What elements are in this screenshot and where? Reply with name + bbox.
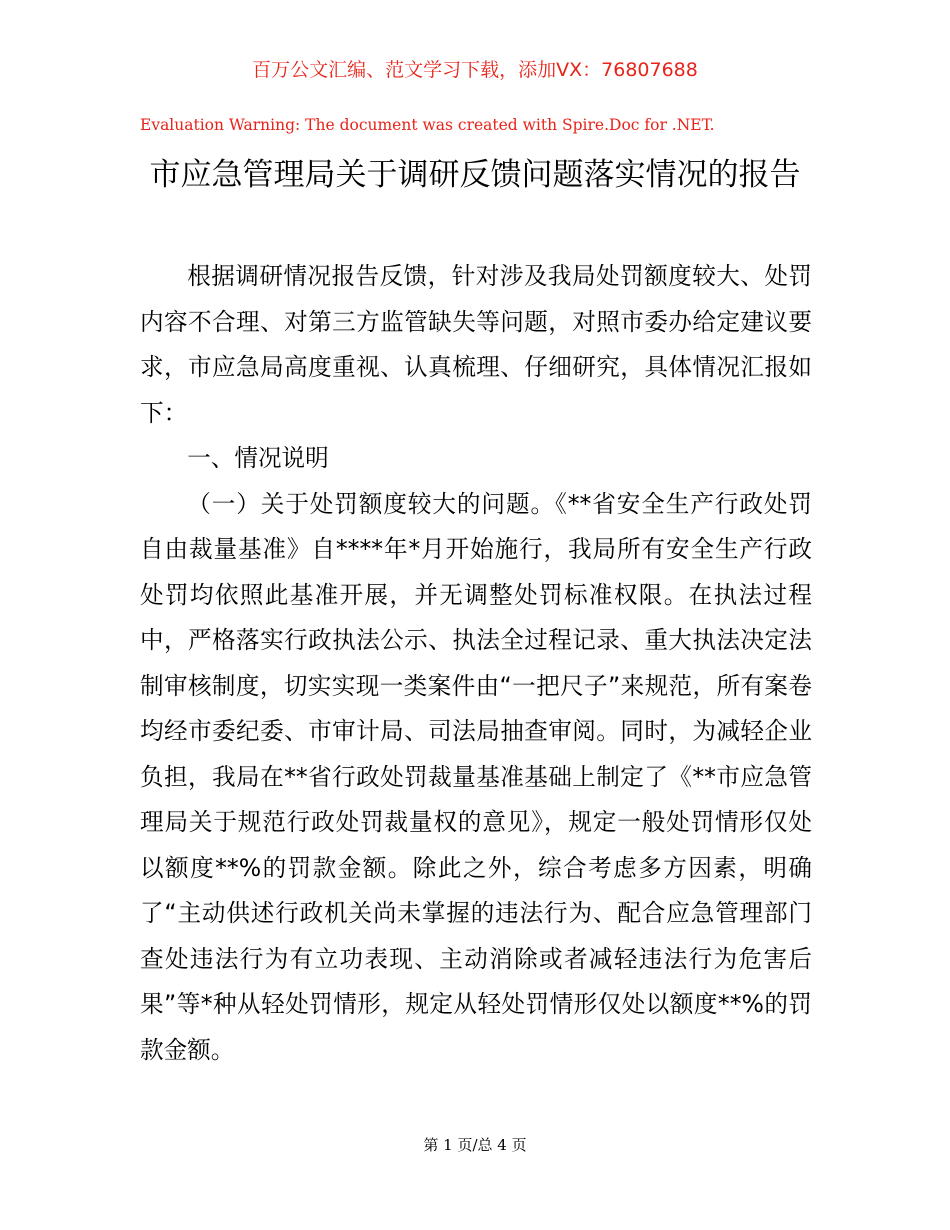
document-body bbox=[140, 254, 812, 1073]
evaluation-warning: Evaluation Warning: The document was created with Spire.Doc for .NET. bbox=[140, 116, 715, 134]
document-title: 市应急管理局关于调研反馈问题落实情况的报告 bbox=[149, 157, 801, 193]
page-footer: 第 1 页/总 4 页 bbox=[423, 1136, 527, 1154]
subsection-paragraph: （一）关于处罚额度较大的问题。《**省安全生产行政处罚自由裁量基准》自****年*月开始施行，我局所有安全生产行政处罚均依照此基准开展，并无调整处罚标准权限。在执法过程中，严格落实行政执法公示、执法全过程记录、重大执法决定法制审核制度，切实实现一类案件由“一把尺子”来规范，所有案卷均经市委纪委、市审计局、司法局抽查审阅。同时，为减轻企业负担，我局在**省行政处罚裁量基准基础上制定了《**市应急管理局关于规范行政处罚裁量权的意见》，规定一般处罚情形仅处以额度**%的罚款金额。除此之外，综合考虑多方因素，明确了“主动供述行政机关尚未掌握的违法行为、配合应急管理部门查处违法行为有立功表现、主动消除或者减轻违法行为危害后果”等*种从轻处罚情形，规定从轻处罚情形仅处以额度**%的罚款金额。 bbox=[140, 489, 812, 1064]
section-heading: 一、情况说明 bbox=[187, 444, 329, 472]
header-banner: 百万公文汇编、范文学习下载，添加VX：76807688 bbox=[252, 59, 698, 81]
intro-paragraph: 根据调研情况报告反馈，针对涉及我局处罚额度较大、处罚内容不合理、对第三方监管缺失等问题，对照市委办给定建议要求，市应急局高度重视、认真梳理、仔细研究，具体情况汇报如下： bbox=[140, 262, 812, 427]
